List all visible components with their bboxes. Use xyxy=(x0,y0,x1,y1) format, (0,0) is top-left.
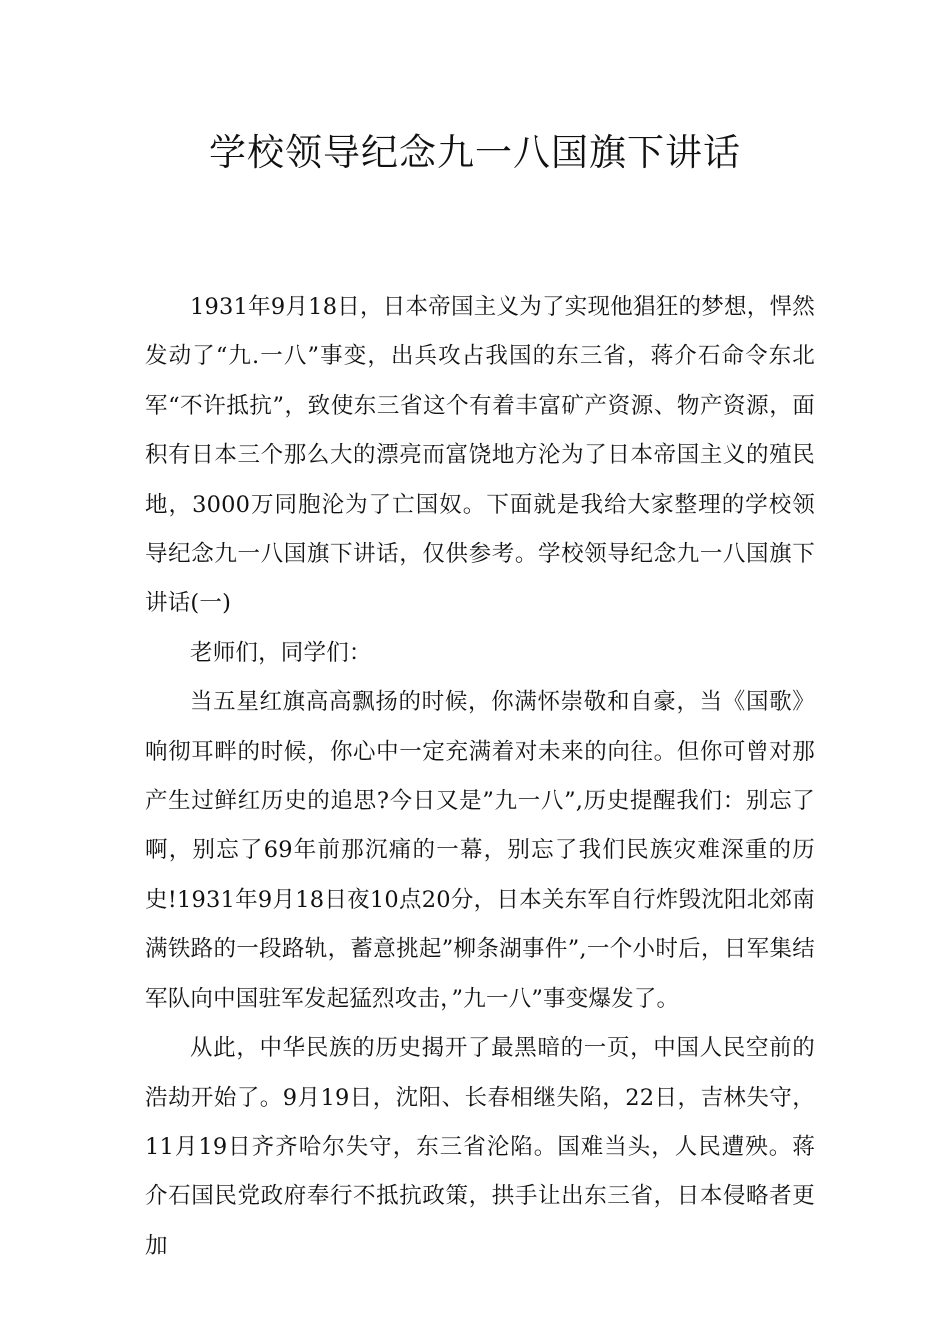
paragraph-intro: 1931年9月18日，日本帝国主义为了实现他猖狂的梦想，悍然发动了“九.一八”事变，出兵攻占我国的东三省，蒋介石命令东北军“不许抵抗”，致使东三省这个有着丰富矿产资源、物产资源，面积有日本三个那么大的漂亮而富饶地方沦为了日本帝国主义的殖民地，3000万同胞沦为了亡国奴。下面就是我给大家整理的学校领导纪念九一八国旗下讲话，仅供参考。学校领导纪念九一八国旗下讲话(一) xyxy=(145,294,815,617)
document-title: 学校领导纪念九一八国旗下讲话 xyxy=(209,131,741,174)
paragraph-dark-page: 从此，中华民族的历史揭开了最黑暗的一页，中国人民空前的浩劫开始了。9月19日，沈阳、长春相继失陷，22日，吉林失守，11月19日齐齐哈尔失守，东三省沦陷。国难当头，人民遭殃。蒋介石国民党政府奉行不抵抗政策，拱手让出东三省，日本侵略者更加 xyxy=(145,1035,815,1259)
document-body xyxy=(145,283,815,1271)
paragraph-salutation: 老师们，同学们： xyxy=(190,639,372,666)
paragraph-flag-history: 当五星红旗高高飘扬的时候，你满怀崇敬和自豪，当《国歌》响彻耳畔的时候，你心中一定充满着对未来的向往。但你可曾对那产生过鲜红历史的追思?今日又是”九一八”,历史提醒我们：别忘了啊，别忘了69年前那沉痛的一幕，别忘了我们民族灾难深重的历史!1931年9月18日夜10点20分，日本关东军自行炸毁沈阳北郊南满铁路的一段路轨，蓄意挑起”柳条湖事件”,一个小时后，日军集结军队向中国驻军发起猛烈攻击，”九一八”事变爆发了。 xyxy=(145,689,815,1012)
